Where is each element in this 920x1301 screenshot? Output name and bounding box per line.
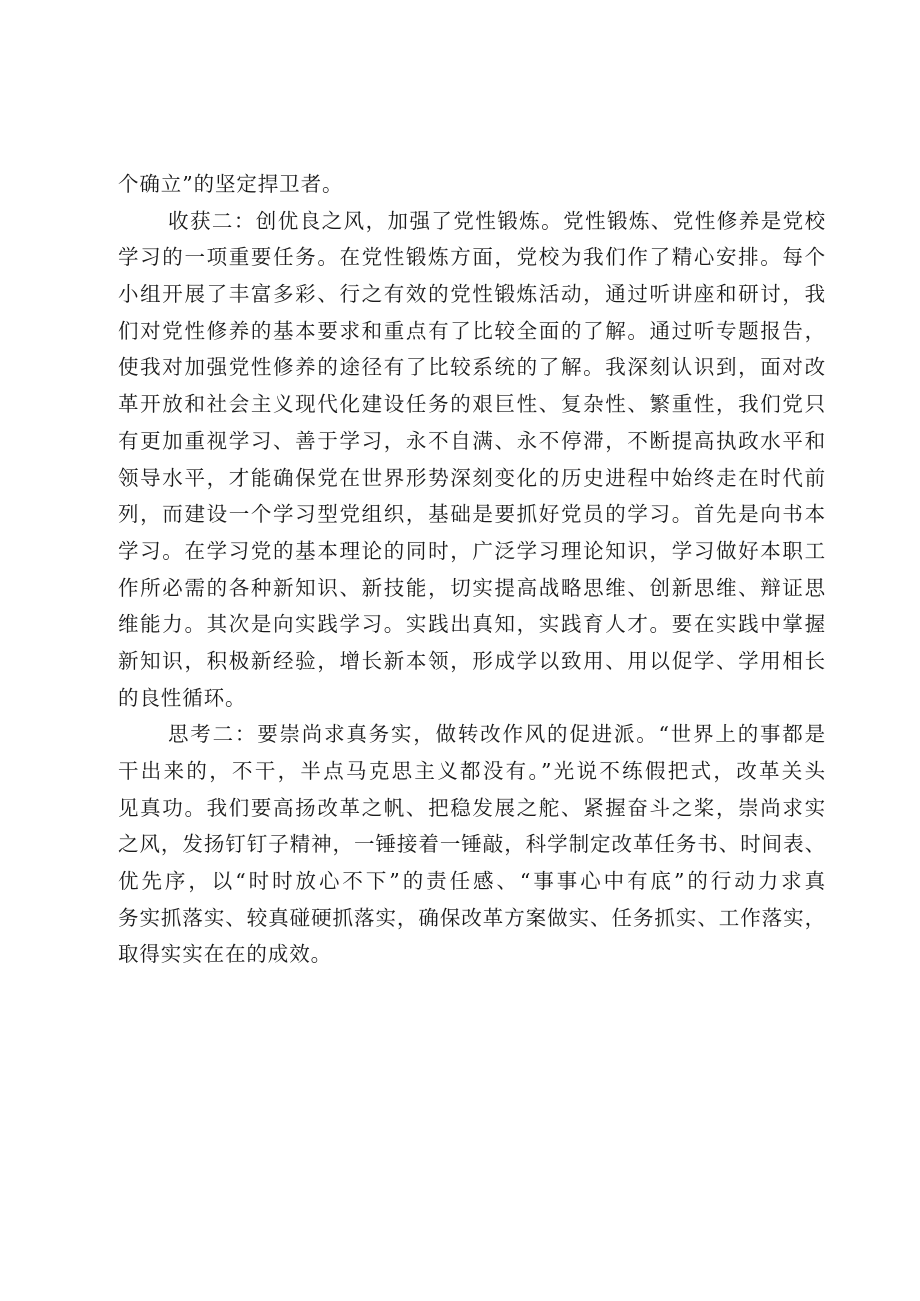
text-line: 思考二：要崇尚求真务实，做转改作风的促进派。“世界上的事都是: [168, 722, 826, 747]
text-line: 收获二：创优良之风，加强了党性锻炼。党性锻炼、党性修养是党校: [168, 208, 826, 233]
text-line: 小组开展了丰富多彩、行之有效的党性锻炼活动，通过听讲座和研讨，我: [118, 282, 826, 307]
text-line: 有更加重视学习、善于学习，永不自满、永不停滞，不断提高执政水平和: [118, 428, 826, 453]
text-line: 取得实实在在的成效。: [118, 942, 332, 967]
text-line: 学习。在学习党的基本理论的同时，广泛学习理论知识，学习做好本职工: [118, 538, 826, 563]
text-line: 务实抓落实、较真碰硬抓落实，确保改革方案做实、任务抓实、工作落实，: [118, 905, 826, 930]
paragraph-harvest-two: [118, 203, 826, 717]
text-line: 领导水平，才能确保党在世界形势深刻变化的历史进程中始终走在时代前: [118, 465, 826, 490]
text-line: 使我对加强党性修养的途径有了比较系统的了解。我深刻认识到，面对改: [118, 355, 826, 380]
text-line: 个确立”的坚定捍卫者。: [118, 172, 344, 196]
text-line: 学习的一项重要任务。在党性锻炼方面，党校为我们作了精心安排。每个: [118, 245, 826, 270]
text-line: 的良性循环。: [118, 685, 247, 710]
text-line: 革开放和社会主义现代化建设任务的艰巨性、复杂性、繁重性，我们党只: [118, 392, 826, 417]
text-line: 干出来的，不干，半点马克思主义都没有。”光说不练假把式，改革关头: [118, 759, 826, 783]
text-line: 列，而建设一个学习型党组织，基础是要抓好党员的学习。首先是向书本: [118, 502, 826, 527]
text-line: 作所必需的各种新知识、新技能，切实提高战略思维、创新思维、辩证思: [118, 575, 826, 600]
document-body: [118, 166, 826, 973]
paragraph-intro-tail: [118, 166, 826, 203]
text-line: 维能力。其次是向实践学习。实践出真知，实践育人才。要在实践中掌握: [118, 612, 826, 637]
text-line: 见真功。我们要高扬改革之帆、把稳发展之舵、紧握奋斗之桨，崇尚求实: [118, 795, 826, 820]
text-line: 优先序，以“时时放心不下”的责任感、“事事心中有底”的行动力求真: [118, 869, 826, 894]
text-line: 新知识，积极新经验，增长新本领，形成学以致用、用以促学、学用相长: [118, 648, 826, 673]
text-line: 们对党性修养的基本要求和重点有了比较全面的了解。通过听专题报告，: [118, 318, 826, 343]
paragraph-think-two: [118, 716, 826, 973]
text-line: 之风，发扬钉钉子精神，一锤接着一锤敲，科学制定改革任务书、时间表、: [118, 832, 826, 857]
